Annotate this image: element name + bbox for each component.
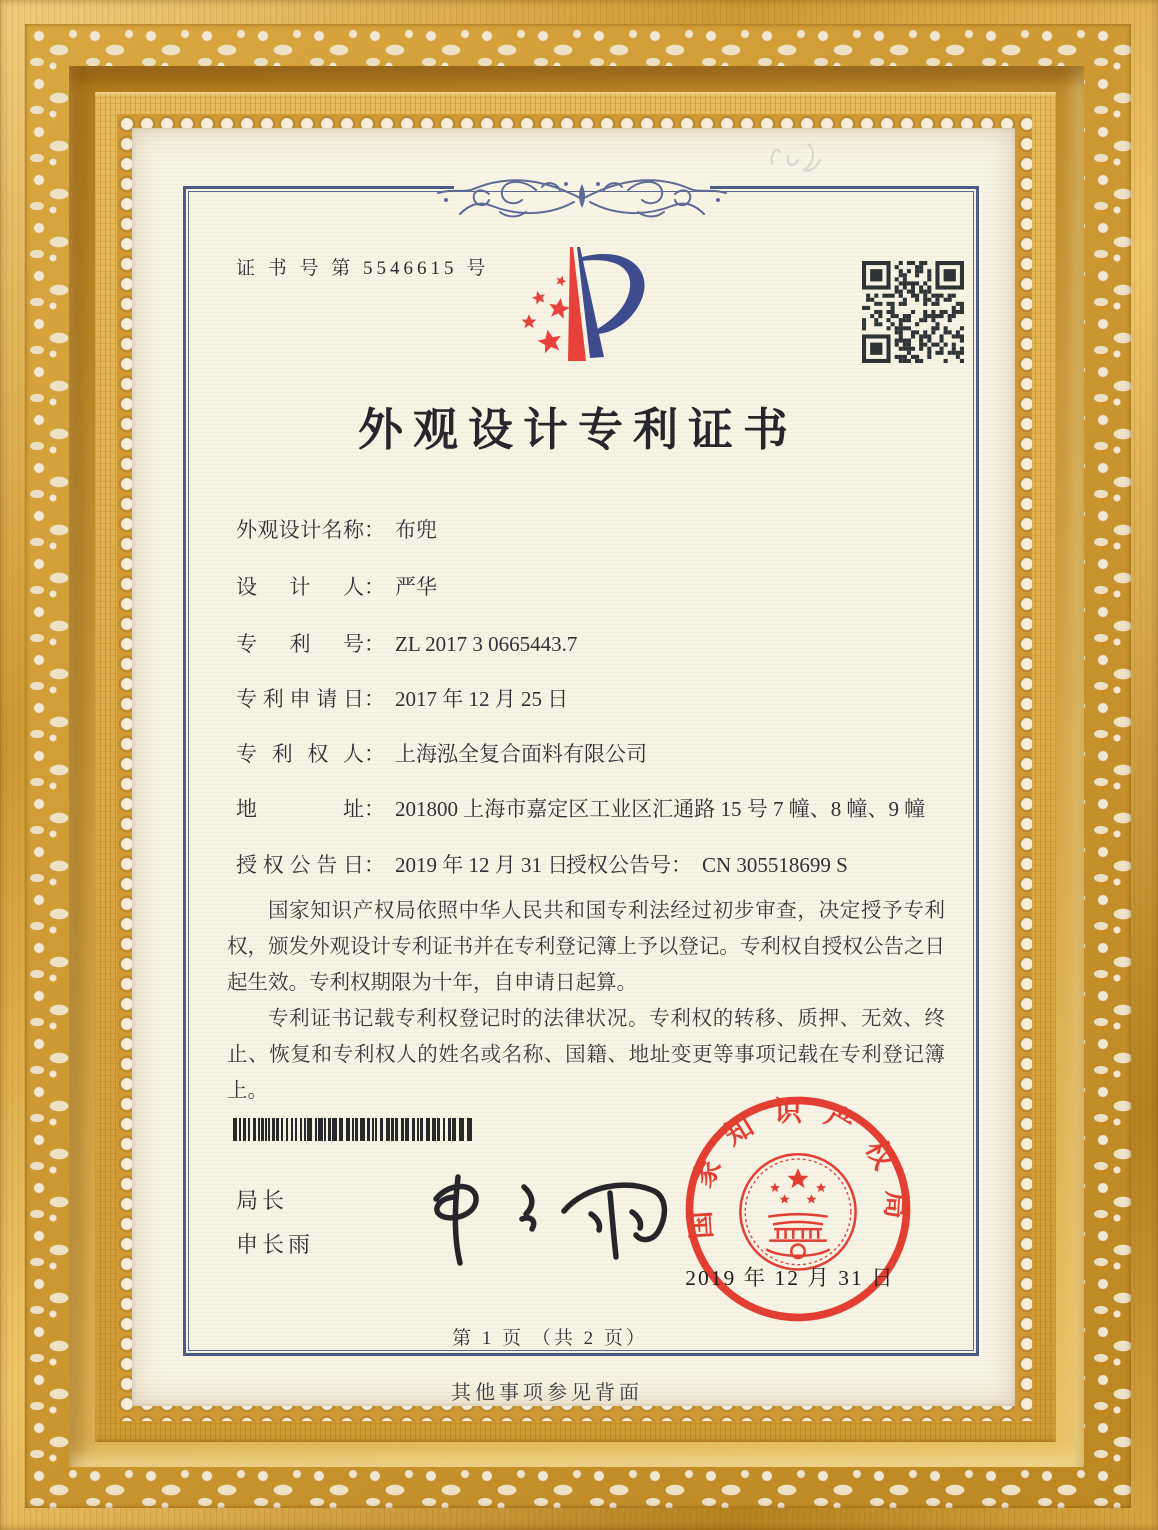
paragraph-register-statement: 专利证书记载专利权登记时的法律状况。专利权的转移、质押、无效、终止、恢复和专利权人的姓名或名称、国籍、地址变更等事项记载在专利登记簿上。 <box>227 1008 945 1102</box>
officer-signature <box>396 1157 691 1287</box>
field-colon: ： <box>364 797 385 821</box>
field-colon: ： <box>364 632 385 656</box>
logo-stars <box>522 274 572 354</box>
field-colon: ： <box>671 853 692 877</box>
field-colon: ： <box>364 853 385 877</box>
certificate-number: 证 书 号 第 5546615 号 <box>236 258 490 279</box>
field-label: 设计人 <box>236 575 364 599</box>
field-row-design-name <box>236 514 936 544</box>
field-label: 地址 <box>236 797 364 821</box>
back-note: 其他事项参见背面 <box>451 1382 643 1404</box>
field-colon: ： <box>364 518 385 542</box>
grant-date-label: 授权公告日 <box>236 853 364 877</box>
field-row-patent-no <box>236 628 936 658</box>
field-label: 专利申请日 <box>236 687 364 711</box>
field-colon: ： <box>364 742 385 766</box>
certificate-paper <box>132 128 1015 1406</box>
field-value: 201800 上海市嘉定区工业区汇通路 15 号 7 幢、8 幢、9 幢 <box>395 797 926 821</box>
seal-emblem <box>740 1154 855 1269</box>
officer-role-label: 局长 <box>236 1188 289 1213</box>
frame-ornate-band <box>25 24 1131 1508</box>
field-label: 外观设计名称 <box>236 518 364 542</box>
field-label: 专利号 <box>236 632 364 656</box>
field-value: 严华 <box>395 575 437 599</box>
cnipa-logo <box>504 243 664 375</box>
frame-grain-band <box>95 92 1056 1442</box>
certificate-title: 外观设计专利证书 <box>357 405 798 455</box>
field-row-address <box>236 793 936 823</box>
field-row-designer <box>236 571 936 601</box>
field-colon: ： <box>364 687 385 711</box>
field-row-grant <box>236 849 936 879</box>
officer-name-label: 申长雨 <box>236 1232 315 1257</box>
page-number: 第 1 页 （共 2 页） <box>452 1328 648 1349</box>
pencil-scribble <box>760 130 830 190</box>
field-label: 专利权人 <box>236 742 364 766</box>
grant-no-value: CN 305518699 S <box>702 853 848 877</box>
body-paragraphs <box>227 893 945 1109</box>
frame-slope-band <box>69 66 1084 1467</box>
qr-code <box>862 261 964 363</box>
field-value: ZL 2017 3 0665443.7 <box>395 632 578 656</box>
grant-no-label: 授权公告号 <box>566 853 671 877</box>
frame-bead-band <box>117 114 1032 1421</box>
field-value: 2017 年 12 月 25 日 <box>395 687 569 711</box>
grant-date-value: 2019 年 12 月 31 日 <box>395 853 569 877</box>
field-value: 布兜 <box>395 518 437 542</box>
field-colon: ： <box>364 575 385 599</box>
barcode <box>233 1118 475 1141</box>
field-row-filing-date <box>236 683 936 713</box>
seal-arc-text: 国家知识产权局 <box>684 1096 912 1240</box>
grant-no-group <box>566 849 848 879</box>
paragraph-grant-statement: 国家知识产权局依照中华人民共和国专利法经过初步审查，决定授予专利权，颁发外观设计专利证书并在专利登记簿上予以登记。专利权自授权公告之日起生效。专利权期限为十年，自申请日起算。 <box>227 900 945 994</box>
official-seal <box>678 1089 918 1329</box>
seal-date: 2019 年 12 月 31 日 <box>685 1266 895 1290</box>
field-value: 上海泓全复合面料有限公司 <box>395 742 647 766</box>
inner-blue-border <box>183 186 979 1356</box>
filigree-ornament <box>432 160 732 232</box>
field-row-patentee <box>236 738 936 768</box>
